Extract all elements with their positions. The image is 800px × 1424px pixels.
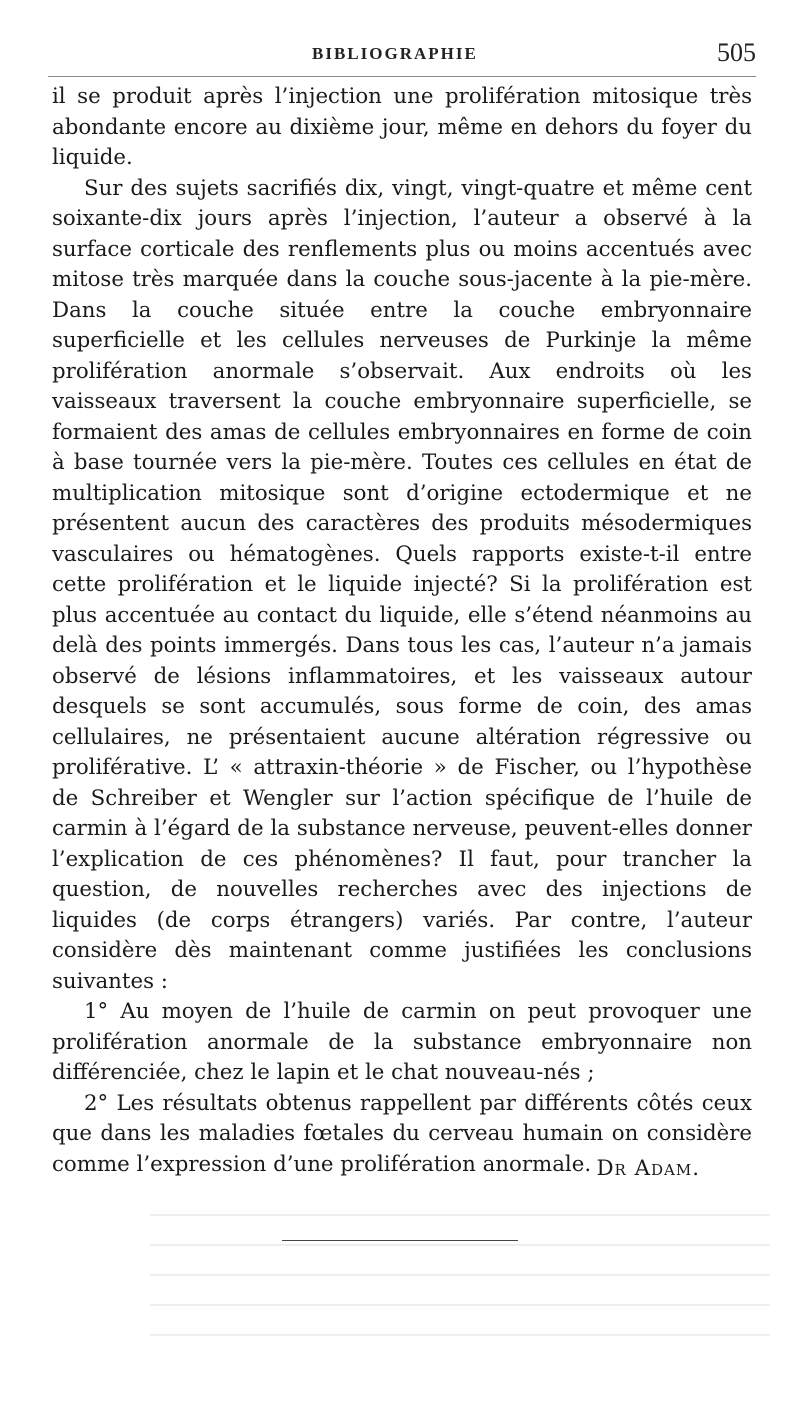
- body-text: [52, 82, 752, 1180]
- header-rule: [48, 76, 756, 77]
- conclusion-item: 1° Au moyen de l’huile de carmin on peut provoquer une prolifération anormale de la substance embryonnaire non différenciée, chez le lapin et le chat nouveau-nés ;: [52, 999, 752, 1085]
- page-header: [48, 38, 756, 72]
- paragraph: Sur des sujets sacrifiés dix, vingt, vingt-quatre et même cent soixante-dix jours après l’injection, l’auteur a observé à la surface corticale des renflements plus ou moins accentués avec mitose très marquée dans la couche sous-jacente à la pie-mère. Dans la couche située entre la couche embryonnaire superficielle et les cellules nerveuses de Purkinje la même prolifération anormale s’observait. Aux endroits où les vaisseaux traversent la couche embryonnaire superficielle, se formaient des amas de cellules embryonnaires en forme de coin à base tournée vers la pie-mère. Toutes ces cellules en état de multiplication mitosique sont d’origine ectodermique et ne présentent aucun des caractères des produits mésodermiques vasculaires ou hématogènes. Quels rapports existe-t-il entre cette prolifération et le liquide injecté? Si la prolifération est plus accentuée au contact du liquide, elle s’étend néanmoins au delà des points immergés. Dans tous les cas, l’auteur n’a jamais observé de lésions inflammatoires, et les vaisseaux autour desquels se sont accumulés, sous forme de coin, des amas cellulaires, ne présentaient aucune altération régressive ou proliférative. L’ « attraxin-théorie » de Fischer, ou l’hypothèse de Schreiber et Wengler sur l’action spécifique de l’huile de carmin à l’égard de la substance nerveuse, peuvent-elles donner l’explication de ces phénomènes? Il faut, pour trancher la question, de nouvelles recherches avec des injections de liquides (de corps étrangers) variés. Par contre, l’auteur considère dès maintenant comme justifiées les conclusions suivantes :: [52, 175, 752, 994]
- end-rule: [282, 1240, 518, 1241]
- author-signature: Dr Adam.: [596, 1156, 700, 1181]
- running-title: BIBLIOGRAPHIE: [312, 44, 478, 63]
- conclusion-item: 2° Les résultats obtenus rappellent par différents côtés ceux que dans les maladies fœtales du cerveau humain on considère comme l’expression d’une prolifération anormale.: [52, 1090, 752, 1177]
- paragraph: il se produit après l’injection une prolifération mitosique très abondante encore au dixième jour, même en dehors du foyer du liquide.: [52, 84, 752, 170]
- page-number: 505: [717, 38, 756, 67]
- show-through-texture: [150, 1190, 770, 1350]
